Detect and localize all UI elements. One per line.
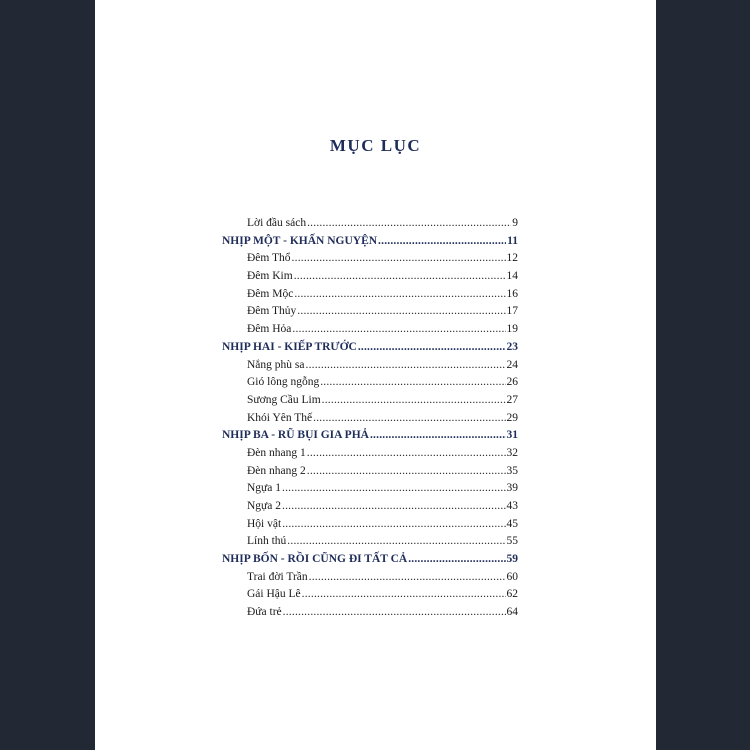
- toc-part-heading: [222, 233, 518, 251]
- dot-leader: [307, 463, 506, 481]
- dot-leader: [283, 604, 506, 622]
- toc-entry: [222, 410, 518, 428]
- toc-entry-label: NHỊP BA - RŨ BỤI GIA PHẢ: [222, 429, 369, 442]
- toc-entry: [222, 498, 518, 516]
- toc-page-number: 35: [506, 464, 518, 477]
- dot-leader: [287, 533, 505, 551]
- toc-page-number: 64: [506, 606, 518, 619]
- dot-leader: [282, 480, 505, 498]
- toc-entry-label: Gió lông ngỗng: [247, 376, 320, 389]
- dot-leader: [358, 339, 506, 357]
- dot-leader: [408, 551, 505, 569]
- toc-entry-label: Lính thú: [247, 535, 287, 548]
- toc-page-number: 27: [506, 393, 518, 406]
- toc-entry-label: Đèn nhang 2: [247, 464, 306, 477]
- toc-page-number: 43: [506, 500, 518, 512]
- dot-leader: [302, 586, 506, 604]
- toc-entry-label: Khói Yên Thế: [247, 411, 313, 424]
- toc-page-number: 29: [506, 411, 518, 424]
- toc-entry-label: Lời đầu sách: [247, 217, 307, 229]
- toc-part-heading: [222, 551, 518, 569]
- toc-page-number: 26: [506, 376, 518, 389]
- toc-entry-label: Ngựa 1: [247, 482, 282, 495]
- toc-entry: [222, 374, 518, 392]
- toc-page-number: 14: [506, 270, 518, 283]
- dot-leader: [320, 374, 505, 392]
- toc-entry-label: Đêm Hỏa: [247, 323, 292, 336]
- dot-leader: [322, 392, 506, 410]
- toc-page-number: 17: [506, 305, 518, 318]
- toc-entry: [222, 480, 518, 498]
- toc-entry: [222, 303, 518, 321]
- toc-entry: [222, 604, 518, 622]
- toc-entry: [222, 533, 518, 551]
- toc-entry: [222, 463, 518, 481]
- toc-entry-label: NHỊP BỐN - RỒI CŨNG ĐI TẤT CẢ: [222, 553, 408, 566]
- toc-entry-label: Đêm Mộc: [247, 287, 294, 300]
- toc-page-number: 23: [506, 340, 518, 353]
- toc-entry-label: Đứa trẻ: [247, 606, 282, 619]
- toc-entry-label: Đêm Thổ: [247, 252, 291, 265]
- toc-page-number: 12: [506, 252, 518, 265]
- toc-entry-label: NHỊP HAI - KIẾP TRƯỚC: [222, 340, 357, 353]
- toc-page-number: 45: [506, 517, 518, 530]
- dot-leader: [292, 321, 505, 339]
- toc-page-number: 32: [506, 446, 518, 459]
- dot-leader: [313, 410, 505, 428]
- toc-entry-label: Đêm Thủy: [247, 305, 297, 318]
- dot-leader: [282, 516, 505, 534]
- dot-leader: [370, 427, 506, 445]
- toc-entry-label: Đêm Kim: [247, 270, 293, 283]
- toc-entry-label: NHỊP MỘT - KHẤN NGUYỆN: [222, 234, 378, 247]
- toc-entry-label: Ngựa 2: [247, 500, 282, 512]
- toc-entry: [222, 569, 518, 587]
- toc-page-number: 39: [506, 482, 518, 495]
- toc-page-number: 62: [506, 588, 518, 601]
- toc-part-heading: [222, 427, 518, 445]
- toc-page-number: 16: [506, 287, 518, 300]
- dot-leader: [294, 286, 505, 304]
- toc-entry-label: Hội vật: [247, 517, 282, 530]
- toc-entry: [222, 215, 518, 233]
- toc-entry: [222, 516, 518, 534]
- toc-page-number: 24: [506, 358, 518, 371]
- dot-leader: [306, 357, 506, 375]
- dot-leader: [378, 233, 506, 251]
- toc-entry: [222, 445, 518, 463]
- dot-leader: [309, 569, 506, 587]
- toc-entry: [222, 286, 518, 304]
- dot-leader: [307, 215, 511, 233]
- toc-part-heading: [222, 339, 518, 357]
- dot-leader: [282, 498, 505, 516]
- toc-entry: [222, 250, 518, 268]
- toc-entry-label: Nắng phù sa: [247, 358, 305, 371]
- toc-entry-label: Gái Hậu Lê: [247, 588, 301, 601]
- toc-entry: [222, 586, 518, 604]
- toc-page-number: 55: [506, 535, 518, 548]
- toc-entry: [222, 357, 518, 375]
- toc-entry-label: Sương Cầu Lim: [247, 393, 321, 406]
- toc-page-number: 11: [507, 234, 518, 247]
- toc-page-number: 9: [512, 217, 518, 229]
- toc-entry: [222, 268, 518, 286]
- page-title: MỤC LỤC: [329, 136, 422, 155]
- toc-page-number: 60: [506, 570, 518, 583]
- table-of-contents: [222, 215, 518, 622]
- toc-page-number: 59: [506, 553, 518, 566]
- toc-entry-label: Đèn nhang 1: [247, 446, 306, 459]
- toc-page-number: 19: [506, 323, 518, 336]
- toc-entry: [222, 321, 518, 339]
- toc-entry: [222, 392, 518, 410]
- toc-entry-label: Trai đời Trần: [247, 570, 308, 583]
- toc-page-number: 31: [506, 429, 518, 442]
- dot-leader: [294, 268, 506, 286]
- dot-leader: [292, 250, 506, 268]
- book-page: [95, 0, 656, 750]
- dot-leader: [307, 445, 506, 463]
- dot-leader: [297, 303, 505, 321]
